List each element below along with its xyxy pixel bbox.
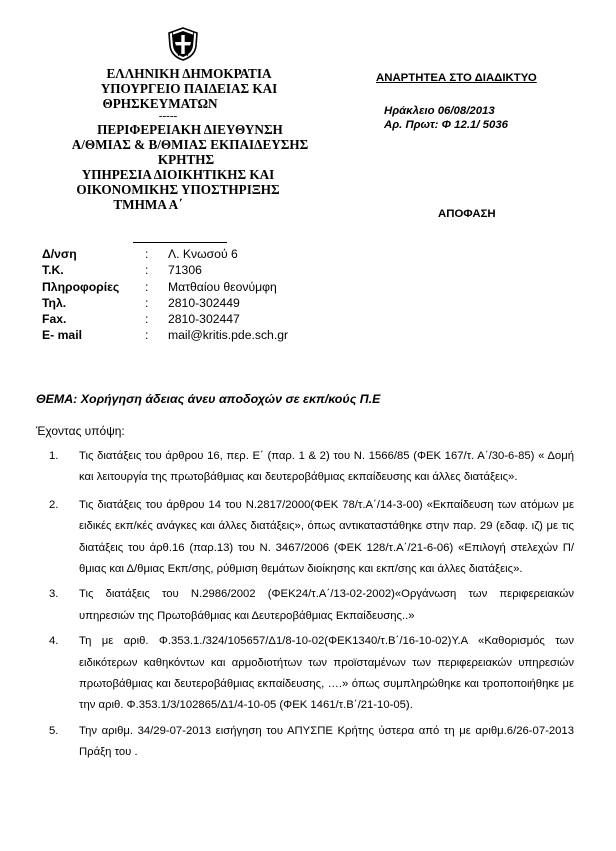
place-date: Ηράκλειο 06/08/2013 — [384, 105, 495, 117]
item-number: 3. — [49, 588, 59, 601]
contact-separator: : — [145, 263, 149, 278]
authority-line: ΥΠΗΡΕΣΙΑ ΔΙΟΙΚΗΤΙΚΗΣ ΚΑΙ — [81, 167, 275, 182]
contact-value: 71306 — [168, 263, 202, 278]
list-item — [44, 446, 574, 489]
authority-line: ΚΡΗΤΗΣ — [157, 152, 215, 167]
document-subject: ΘΕΜΑ: Χορήγηση άδειας άνευ αποδοχών σε εκπ/κούς Π.Ε — [36, 392, 381, 406]
having-in-view-heading: Έχοντας υπόψη: — [36, 424, 125, 438]
contact-key: Fax. — [42, 312, 67, 327]
contact-value: Ματθαίου θεονύμφη — [168, 279, 277, 294]
contact-separator: : — [145, 295, 149, 310]
list-item — [44, 721, 574, 764]
authority-line: ΕΛΛΗΝΙΚΗ ΔΗΜΟΚΡΑΤΙΑ — [106, 66, 272, 81]
item-text: Την αριθμ. 34/29-07-2013 εισήγηση του ΑΠΥΣΠΕ Κρήτης ύστερα από τη με αριθμ.6/26-07-2013 Πράξη του . — [79, 724, 574, 759]
authority-line: ΘΡΗΣΚΕΥΜΑΤΩΝ — [102, 96, 218, 111]
contact-key: Τηλ. — [42, 295, 67, 310]
list-item — [44, 631, 574, 717]
contact-value: 2810-302447 — [168, 312, 240, 327]
decision-label: ΑΠΟΦΑΣΗ — [438, 208, 496, 220]
contact-key: E- mail — [42, 328, 82, 343]
item-number: 2. — [49, 498, 59, 511]
contact-details — [42, 246, 288, 344]
contact-key: Δ/νση — [42, 247, 77, 261]
contact-separator: : — [145, 247, 149, 261]
item-text: Τις διατάξεις του άρθρου 14 του Ν.2817/2000(ΦΕΚ 78/τ.Α΄/14-3-00) «Εκπαίδευση των ατόμων με ειδικές εκπ/κές ανάγκες και άλλες διατάξεις», όπως αντικαταστάθηκε στην παρ. 29 (εδαφ. ιζ) με τις διατάξεις του άρθ.16 (παρ.13) του Ν. 3467/2006 (ΦΕΚ 128/τ.Α΄/21-6-06) «Επιλογή στελεχών Π/θμιας και Δ/θμιας Εκπ/σης, ρύθμιση θεμάτων διοίκησης και εκπ/σης και άλλες διατάξεις». — [79, 498, 574, 576]
greek-coat-of-arms-icon — [165, 26, 201, 62]
reference-block — [384, 104, 508, 132]
list-item — [44, 495, 574, 581]
contact-separator: : — [145, 328, 149, 343]
contact-row — [42, 311, 288, 327]
protocol-number: Αρ. Πρωτ: Φ 12.1/ 5036 — [384, 119, 509, 131]
issuing-authority-block — [36, 66, 336, 212]
considerations-list — [44, 446, 574, 770]
contact-separator: : — [145, 312, 149, 327]
contact-separator: : — [145, 279, 149, 294]
post-online-notice: ΑΝΑΡΤΗΤΕΑ ΣΤΟ ΔΙΑΔΙΚΤΥΟ — [376, 72, 537, 84]
contact-value: 2810-302449 — [168, 295, 240, 310]
list-item — [44, 584, 574, 627]
contact-row — [42, 295, 288, 311]
authority-separator: ----- — [158, 110, 178, 122]
contact-row — [42, 246, 288, 262]
contact-row — [42, 262, 288, 278]
contact-key: Πληροφορίες — [42, 279, 120, 294]
item-text: Τις διατάξεις του Ν.2986/2002 (ΦΕΚ24/τ.Α΄/13-02-2002)«Οργάνωση των περιφερειακών υπηρεσιών της Πρωτοβάθμιας και Δευτεροβάθμιας Εκπαίδευσης..» — [79, 588, 574, 622]
authority-line: ΤΜΗΜΑ Α΄ — [113, 197, 183, 212]
authority-underline — [133, 242, 227, 243]
item-number: 4. — [49, 635, 59, 648]
authority-line: ΟΙΚΟΝΟΜΙΚΗΣ ΥΠΟΣΤΗΡΙΞΗΣ — [76, 182, 280, 197]
authority-line: Α/ΘΜΙΑΣ & Β/ΘΜΙΑΣ ΕΚΠΑΙΔΕΥΣΗΣ — [71, 137, 309, 152]
item-text: Τη με αριθ. Φ.353.1./324/105657/Δ1/8-10-02(ΦΕΚ1340/τ.Β΄/16-10-02)Υ.Α «Καθορισμός των ειδικότερων καθηκόντων και αρμοδιοτήτων των προϊσταμένων των περιφερειακών υπηρεσιών πρωτοβάθμιας και δευτεροβάθμιας εκπαίδευσης, ….» όπως συμπληρώθηκε και τροποποιήθηκε με την αριθ. Φ.353.1/3/102865/Δ1/4-10-05 (ΦΕΚ 1461/τ.Β΄/21-10-05). — [79, 635, 574, 712]
item-number: 5. — [49, 724, 59, 737]
authority-line: ΠΕΡΙΦΕΡΕΙΑΚΗ ΔΙΕΥΘΥΝΣΗ — [97, 122, 283, 137]
authority-line: ΥΠΟΥΡΓΕΙΟ ΠΑΙΔΕΙΑΣ ΚΑΙ — [100, 81, 278, 96]
contact-row — [42, 279, 288, 295]
item-number: 1. — [49, 450, 59, 462]
contact-value: Λ. Κνωσού 6 — [168, 247, 238, 261]
contact-key: Τ.Κ. — [42, 263, 64, 278]
email-address: mail@kritis.pde.sch.gr — [168, 328, 289, 343]
item-text: Τις διατάξεις του άρθρου 16, περ. Ε΄ (παρ. 1 & 2) του Ν. 1566/85 (ΦΕΚ 167/τ. Α΄/30-6-85) « Δομή και λειτουργία της πρωτοβάθμιας και δευτεροβάθμιας εκπαίδευσης και άλλες διατάξεις». — [79, 450, 574, 484]
contact-row — [42, 327, 288, 343]
